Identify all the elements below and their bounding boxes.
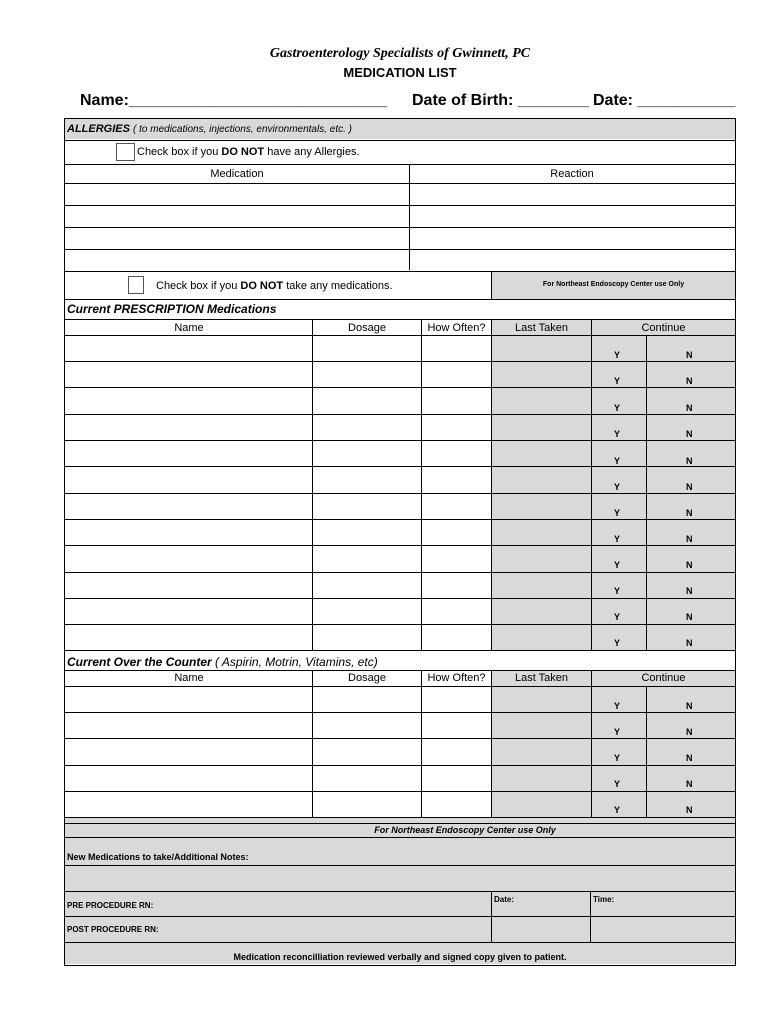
otc-continue-yes[interactable]: Y — [614, 727, 621, 737]
rx-continue-yes[interactable]: Y — [614, 612, 621, 622]
allergy-reaction-header: Reaction — [550, 168, 594, 180]
rx-continue-no[interactable]: N — [686, 429, 693, 439]
rx-col-dosage: Dosage — [348, 322, 386, 334]
otc-continue-no[interactable]: N — [686, 805, 693, 815]
otc-col-name: Name — [174, 672, 204, 684]
otc-continue-yes[interactable]: Y — [614, 753, 621, 763]
date-field[interactable]: Date: ___________ — [593, 92, 736, 109]
time-label: Time: — [593, 895, 615, 904]
no-allergies-checkbox[interactable] — [116, 143, 135, 161]
rx-col-last-taken: Last Taken — [514, 322, 568, 334]
otc-col-continue: Continue — [641, 672, 686, 684]
reconciliation-note: Medication reconcilliation reviewed verbally and signed copy given to patient. — [233, 952, 567, 962]
rx-continue-yes[interactable]: Y — [614, 403, 621, 413]
footer-office-use-label: For Northeast Endoscopy Center use Only — [374, 825, 556, 835]
rx-continue-no[interactable]: N — [686, 534, 693, 544]
rx-continue-yes[interactable]: Y — [614, 429, 621, 439]
page-title: MEDICATION LIST — [343, 65, 457, 80]
rx-col-name: Name — [174, 322, 204, 334]
practice-name: Gastroenterology Specialists of Gwinnett, PC — [269, 46, 531, 61]
rx-continue-yes[interactable]: Y — [614, 376, 621, 386]
pre-procedure-rn-label: PRE PROCEDURE RN: — [67, 901, 154, 910]
otc-continue-no[interactable]: N — [686, 701, 693, 711]
otc-continue-no[interactable]: N — [686, 753, 693, 763]
rx-continue-no[interactable]: N — [686, 638, 693, 648]
otc-col-dosage: Dosage — [348, 672, 386, 684]
office-use-label: For Northeast Endoscopy Center use Only — [542, 281, 685, 288]
no-medications-checkbox[interactable] — [128, 276, 144, 294]
rx-continue-no[interactable]: N — [686, 456, 693, 466]
rx-continue-no[interactable]: N — [686, 560, 693, 570]
rx-continue-yes[interactable]: Y — [614, 456, 621, 466]
rx-continue-yes[interactable]: Y — [614, 508, 621, 518]
otc-continue-yes[interactable]: Y — [614, 805, 621, 815]
allergies-heading: ALLERGIES ( to medications, injections, environmentals, etc. ) — [67, 123, 352, 135]
no-allergies-label: Check box if you DO NOT have any Allergies. — [137, 146, 360, 158]
rx-continue-no[interactable]: N — [686, 403, 693, 413]
post-procedure-rn-label: POST PROCEDURE RN: — [67, 925, 159, 934]
rx-continue-no[interactable]: N — [686, 482, 693, 492]
prescription-heading: Current PRESCRIPTION Medications — [67, 302, 277, 316]
dob-field[interactable]: Date of Birth: ________ — [412, 92, 589, 109]
rx-col-continue: Continue — [641, 322, 686, 334]
otc-heading: Current Over the Counter ( Aspirin, Motrin, Vitamins, etc) — [67, 655, 378, 669]
rx-continue-yes[interactable]: Y — [614, 350, 621, 360]
rx-continue-yes[interactable]: Y — [614, 482, 621, 492]
otc-continue-yes[interactable]: Y — [614, 701, 621, 711]
rx-col-how-often: How Often? — [427, 322, 486, 334]
otc-col-last-taken: Last Taken — [514, 672, 568, 684]
rx-continue-no[interactable]: N — [686, 350, 693, 360]
otc-continue-yes[interactable]: Y — [614, 779, 621, 789]
rx-continue-no[interactable]: N — [686, 586, 693, 596]
otc-col-how-often: How Often? — [427, 672, 486, 684]
name-field[interactable]: Name:_____________________________ — [80, 92, 387, 109]
rx-continue-yes[interactable]: Y — [614, 638, 621, 648]
rx-continue-yes[interactable]: Y — [614, 534, 621, 544]
rx-continue-yes[interactable]: Y — [614, 560, 621, 570]
rx-continue-no[interactable]: N — [686, 508, 693, 518]
rx-continue-no[interactable]: N — [686, 376, 693, 386]
date-label: Date: — [494, 895, 515, 904]
otc-continue-no[interactable]: N — [686, 779, 693, 789]
otc-continue-no[interactable]: N — [686, 727, 693, 737]
rx-continue-no[interactable]: N — [686, 612, 693, 622]
rx-continue-yes[interactable]: Y — [614, 586, 621, 596]
no-medications-label: Check box if you DO NOT take any medications. — [156, 280, 393, 292]
allergy-medication-header: Medication — [210, 168, 264, 180]
new-medications-label: New Medications to take/Additional Notes: — [67, 852, 249, 862]
